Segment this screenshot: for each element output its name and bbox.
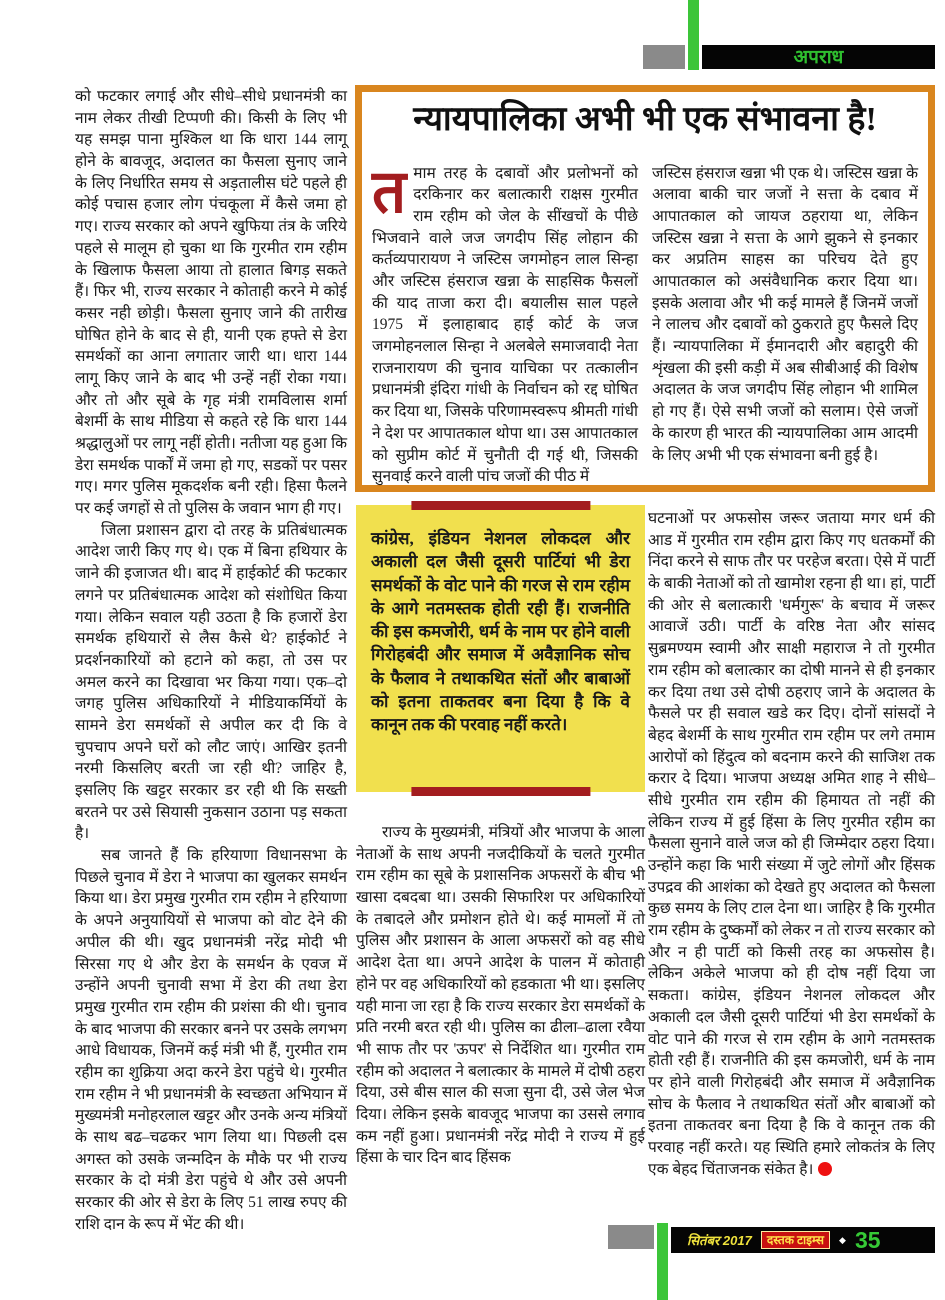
pull-quote-box [356,505,645,792]
feature-column-1 [372,158,638,488]
feature-headline: न्यायपालिका अभी भी एक संभावना है! [413,101,877,138]
magazine-logo: दस्तक टाइम्स [761,1231,830,1249]
feature-box [355,85,935,492]
footer-bar [671,1227,935,1253]
category-label: अपराध [793,46,844,68]
article-paragraph [648,508,935,1180]
diamond-icon: ◆ [839,1234,846,1245]
right-column-text: घटनाओं पर अफसोस जरूर जताया मगर धर्म की आड में गुरमीत राम रहीम द्वारा किए गए धतकर्मों की निंदा करने से साफ तौर पर परहेज बरता। ऐसे में पार्टी के बाकी नेताओं को तो खामोश रहना ही था। हां, पार्टी की ओर से बलात्कारी 'धर्मगुरू' के बचाव में जरूर आवाजें उठी। पार्टी के वरिष्ठ नेता और सांसद सुब्रमण्यम स्वामी और साक्षी महाराज ने तो गुरमीत राम रहीम को बलात्कार का दोषी मानने से ही इनकार कर दिया तथा उसे दोषी ठहराए जाने के अदालत के फैसले पर ही सवाल खडे कर दिए। दोनों सांसदों ने बेहद बेशर्मी के साथ गुरमीत राम रहीम पर लगे तमाम आरोपों को हिंदुत्व को बदनाम करने की साजिश तक करार दे दिया। भाजपा अध्यक्ष अमित शाह ने सीधे–सीधे गुरमीत राम रहीम की हिमायत तो नहीं की लेकिन राज्य में हुई हिंसा के लिए गुरमीत रहीम का फैसला सुनाने वाले जज को ही जिम्मेदार ठहरा दिया। उन्होंने कहा कि भारी संख्या में जुटे लोगों और हिंसक उपद्रव की आशंका को देखते हुए अदालत को फैसला कुछ समय के लिए टाल देना था। जाहिर है कि गुरमीत राम रहीम के दुष्कर्मों को लेकर न तो राज्य सरकार को और न ही पार्टी को किसी तरह का अफसोस है। लेकिन अकेले भाजपा को ही दोष नहीं दिया जा सकता। कांग्रेस, इंडियन नेशनल लोकदल और अकाली दल जैसी दूसरी पार्टियां भी डेरा समर्थकों के वोट पाने की गरज से राम रहीम के आगे नतमस्तक होती रही हैं। राजनीति की इस कमजोरी, धर्म के नाम पर होने वाली गिरोहबंदी और समाज में अवैज्ञानिक सोच के फैलाव ने तथाकथित संतों और बाबाओं को इतना ताकतवर बना दिया है कि वे कानून तक की परवाह नहीं करते। यह स्थिति हमारे लोकतंत्र के लिए एक बेहद चिंताजनक संकेत है। [648,510,935,1178]
article-end-dot-icon [818,1162,832,1176]
footer-gray-block [608,1225,654,1249]
footer-date: सितंबर 2017 [687,1233,752,1248]
pull-quote-text: कांग्रेस, इंडियन नेशनल लोकदल और अकाली दल जैसी दूसरी पार्टियां भी डेरा समर्थकों के वोट पाने की गरज से राम रहीम के आगे नतमस्तक होती रही हैं। राजनीति की इस कमजोरी, धर्म के नाम पर होने वाली गिरोहबंदी और समाज में अवैज्ञानिक सोच के फैलाव ने तथाकथित संतों और बाबाओं को इतना ताकतवर बना दिया है कि वे कानून तक की परवाह नहीं करते। [371,529,630,735]
article-paragraph: राज्य के मुख्यमंत्री, मंत्रियों और भाजपा के आला नेताओं के साथ अपनी नजदीकियों के चलते गुरमीत राम रहीम का सूबे के प्रशासनिक अफसरों के बीच भी खासा दबदबा था। उसकी सिफारिश पर अधिकारियों के तबादले और प्रमोशन होते थे। कई मामलों में तो पुलिस और प्रशासन के आला अफसरों को वह सीधे आदेश देता था। अपने आदेश के पालन में कोताही होने पर वह अधिकारियों को हडकाता भी था। इसलिए यही माना जा रहा है कि राज्य सरकार डेरा समर्थकों के प्रति नरमी बरत रही थी। पुलिस का ढीला–ढाला रवैया भी साफ तौर पर 'ऊपर' से निर्देशित था। गुरमीत राम रहीम को अदालत ने बलात्कार के मामले में दोषी ठहरा दिया, उसे बीस साल की सजा सुना दी, उसे जेल भेज दिया। लेकिन इसके बावजूद भाजपा का उससे लगाव कम नहीं हुआ। प्रधानमंत्री नरेंद्र मोदी ने राज्य में हुई हिंसा के चार दिन बाद हिंसक [356,824,645,1167]
header-green-bar [688,0,699,70]
right-column [648,508,935,1180]
footer-green-bar [657,1223,668,1300]
header-gray-block [643,45,685,69]
feature-column-2 [652,163,918,488]
feature-column-1-text: माम तरह के दबावों और प्रलोभनों को दरकिनार कर बलात्कारी राक्षस गुरमीत राम रहीम को जेल के सींखचों के पीछे भिजवाने वाले जज जगदीप सिंह लोहान की कर्तव्यपारायण ने जस्टिस जगमोहन लाल सिन्हा और जस्टिस हंसराज खन्ना के साहसिक फैसलों की याद ताजा करा दी। बयालीस साल पहले 1975 में इलाहाबाद हाई कोर्ट के जज जगमोहनलाल सिन्हा ने अलबेले समाजवादी नेता राजनारायण की चुनाव याचिका पर तत्कालीन प्रधानमंत्री इंदिरा गांधी के निर्वाचन को रद्द घोषित कर दिया था, जिसके परिणामस्वरूप श्रीमती गांधी ने देश पर आपातकाल थोपा था। उस आपातकाल को सुप्रीम कोर्ट में चुनौती दी गई थी, जिसकी सुनवाई करने वाली पांच जजों की पीठ में [372,164,638,486]
pull-quote-bottom-rule [411,787,590,796]
feature-column-2-text: जस्टिस हंसराज खन्ना भी एक थे। जस्टिस खन्ना के अलावा बाकी चार जजों ने सत्ता के दबाव में आपातकाल को जायज ठहराया था, लेकिन जस्टिस खन्ना ने सत्ता के आगे झुकने से इनकार कर अप्रतिम साहस का परिचय देते हुए आपातकाल को असंवैधानिक करार दिया था। इसके अलावा और भी कई मामले हैं जिनमें जजों ने लालच और दबावों को ठुकराते हुए फैसले दिए हैं। न्यायपालिका में ईमानदारी और बहादुरी की शृंखला की इसी कड़ी में अब सीबीआई की विशेष अदालत के जज जगदीप सिंह लोहान भी शामिल हो गए हैं। ऐसे सभी जजों को सलाम। ऐसे जजों के कारण ही भारत की न्यायपालिका आम आदमी के लिए अभी भी एक संभावना बनी हुई है। [652,164,918,464]
article-paragraph: सब जानते हैं कि हरियाणा विधानसभा के पिछले चुनाव में डेरा ने भाजपा का खुलकर समर्थन किया था। डेरा प्रमुख गुरमीत राम रहीम ने हरियाणा के अपने अनुयायियों से भाजपा को वोट देने की अपील की थी। खुद प्रधानमंत्री नरेंद्र मोदी भी सिरसा गए थे और डेरा के समर्थन के एवज में उन्होंने अपनी चुनावी सभा में डेरा की तथा डेरा प्रमुख गुरमीत राम रहीम की प्रशंसा की थी। चुनाव के बाद भाजपा की सरकार बनने पर उसके लगभग आधे विधायक, जिनमें कई मंत्री भी हैं, गुरमीत राम रहीम का शुक्रिया अदा करने डेरा पहुंचे थे। गुरमीत राम रहीम ने भी प्रधानमंत्री के स्वच्छता अभियान में मुख्यमंत्री मनोहरलाल खट्टर और उनके अन्य मंत्रियों के साथ बढ–चढकर भाग लिया था। पिछली दस अगस्त को उसके जन्मदिन के मौके पर भी राज्य सरकार के दो मंत्री डेरा पहुंचे थे और उसे अपनी सरकार की ओर से डेरा के लिए 51 लाख रुपए की राशि दान के रूप में भेंट की थी। [75,847,347,1233]
left-column [75,86,347,1235]
pull-quote-top-rule [411,501,590,510]
article-paragraph: को फटकार लगाई और सीधे–सीधे प्रधानमंत्री का नाम लेकर तीखी टिप्पणी की। किसी के लिए भी यह समझ पाना मुश्किल था कि धारा 144 लागू होने के बावजूद, अदालत का फैसला सुनाए जाने के लिए निर्धारित समय से अड़तालीस घंटे पहले ही कोई पचास हजार लोग पंचकूला में कैसे जमा हो गए। राज्य सरकार को अपने खुफिया तंत्र के जरिये पहले से मालूम हो चुका था कि गुरमीत राम रहीम के खिलाफ फैसला आया तो हालात बिगड़ सकते हैं। फिर भी, राज्य सरकार ने कोताही करने मे कोई कसर नही छोड़ी। फैसला सुनाए जाने की तारीख घोषित होने के बाद से ही, यानी एक हफ्ते से डेरा समर्थकों का आना लगातार जारी था। धारा 144 लागू किए जाने के बाद भी उन्हें नहीं रोका गया। और तो और सूबे के गृह मंत्री रामविलास शर्मा बेशर्मी के साथ मीडिया से कहते रहे कि धारा 144 श्रद्धालुओं पर लागू नहीं होती। नतीजा यह हुआ कि डेरा समर्थक पार्कों में जमा हो गए, सडकों पर पसर गए। मगर पुलिस मूकदर्शक बनी रही। हिसा फैलने पर कई जगहों से तो पुलिस के जवान भाग ही गए। [75,88,347,518]
article-paragraph: जिला प्रशासन द्वारा दो तरह के प्रतिबंधात्मक आदेश जारी किए गए थे। एक में बिना हथियार के जाने की इजाजत थी। बाद में हाईकोर्ट की फटकार लगने पर प्रतिबंधात्मक आदेश को संशोधित किया गया। लेकिन सवाल यही उठता है कि हजारों डेरा समर्थक हथियारों से लैस कैसे थे? हाईकोर्ट ने प्रदर्शनकारियों को हटाने को कहा, तो उस पर अमल करने का दिखावा भर किया गया। एक–दो जगह पुलिस अधिकारियों ने मीडियाकर्मियों के सामने डेरा समर्थकों से अपील कर दी कि वे चुपचाप अपने घरों को लौट जाएं। आखिर इतनी नरमी किसलिए बरती जा रही थी? जाहिर है, इसलिए कि खट्टर सरकार डर रही थी कि सख्ती बरतने पर उसे सियासी नुकसान उठाना पड़ सकता है। [75,521,347,843]
page-number: 35 [854,1226,881,1253]
middle-column [356,822,645,1169]
category-tab [702,45,935,69]
drop-cap: त [372,158,407,225]
